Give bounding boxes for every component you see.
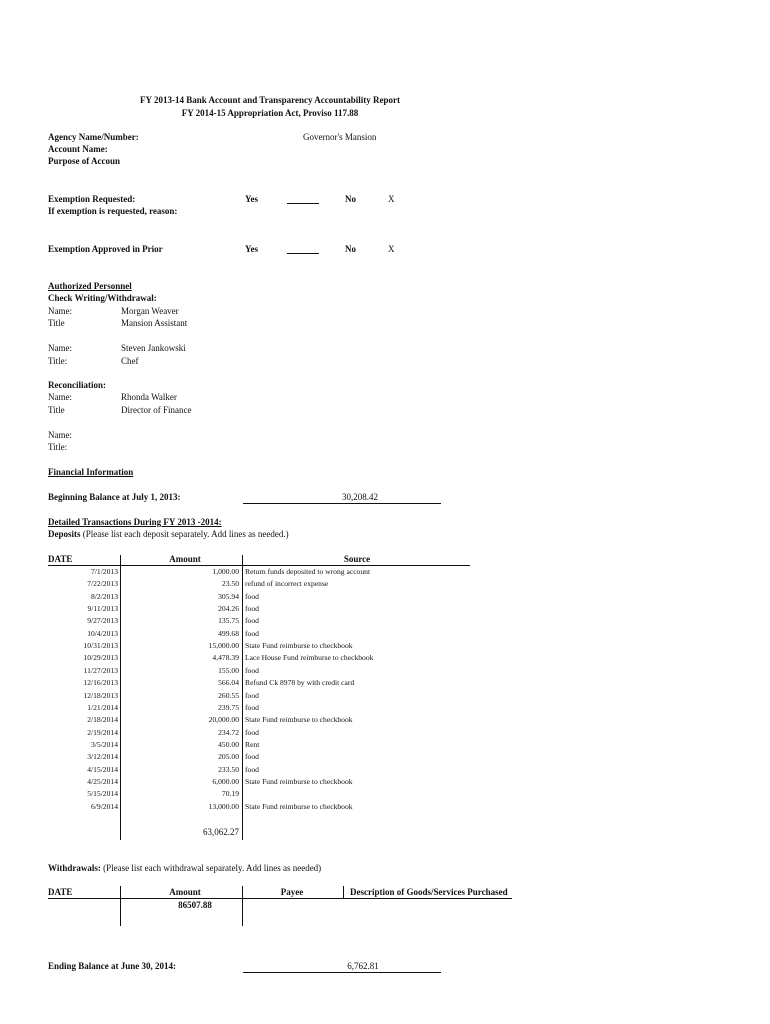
r1-name: Rhonda Walker: [121, 392, 177, 402]
withdrawals-col-payee: Payee: [280, 887, 304, 897]
deposit-amount: 1,000.00: [212, 567, 239, 576]
deposits-header-rule: [48, 565, 470, 566]
withdrawals-label: Withdrawals:: [48, 863, 101, 873]
authorized-personnel-heading: Authorized Personnel: [48, 281, 132, 291]
deposit-date: 7/22/2013: [87, 579, 118, 589]
deposit-date: 12/18/2013: [83, 690, 118, 700]
deposit-date: 4/15/2014: [87, 764, 118, 774]
deposit-amount: 204.26: [218, 604, 239, 614]
exemption-prior-yes: Yes: [245, 244, 258, 254]
beginning-balance-value: 30,208.42: [342, 492, 378, 502]
deposit-source: food: [245, 604, 259, 614]
deposit-amount: 305.94: [218, 591, 239, 601]
withdrawals-col-date: DATE: [48, 887, 73, 897]
deposit-date: 4/25/2014: [87, 776, 118, 786]
deposit-source: food: [245, 764, 259, 774]
deposit-date: 3/5/2014: [90, 739, 118, 749]
deposit-date: 5/15/2014: [87, 789, 118, 799]
deposit-amount: 23.50: [221, 579, 239, 589]
r1-title: Director of Finance: [121, 405, 192, 415]
r1-name-label: Name:: [48, 392, 72, 402]
withdrawals-col-amount: Amount: [169, 887, 201, 897]
deposit-date: 6/9/2014: [90, 801, 118, 811]
beginning-balance-underline: [243, 503, 441, 504]
p1-title-label: Title: [48, 318, 65, 328]
deposit-amount: 450.00: [218, 739, 239, 749]
exemption-prior-yes-blank: [287, 253, 319, 254]
deposit-date: 1/21/2014: [87, 702, 118, 712]
reconciliation-heading: Reconciliation:: [48, 380, 106, 390]
deposits-note: (Please list each deposit separately. Add lines as needed.): [80, 529, 289, 539]
p1-name: Morgan Weaver: [121, 306, 179, 316]
deposit-source: food: [245, 690, 259, 700]
deposit-source: Rent: [245, 739, 260, 749]
deposit-date: 9/27/2013: [87, 616, 118, 626]
deposits-col-date: DATE: [48, 554, 73, 564]
deposit-date: 2/19/2014: [87, 727, 118, 737]
p2-name-label: Name:: [48, 343, 72, 353]
deposit-amount: 239.75: [218, 702, 239, 712]
exemption-requested-no-mark: X: [388, 194, 395, 204]
deposit-source: food: [245, 752, 259, 762]
deposit-source: food: [245, 727, 259, 737]
deposit-date: 10/4/2013: [87, 628, 118, 638]
withdrawals-divider-1: [120, 886, 121, 926]
deposit-amount: 499.68: [218, 628, 239, 638]
deposit-date: 2/18/2014: [87, 715, 118, 725]
r2-title-label: Title:: [48, 442, 68, 452]
deposits-line: [48, 530, 289, 539]
exemption-requested-label: Exemption Requested:: [48, 194, 136, 204]
exemption-prior-label: Exemption Approved in Prior: [48, 245, 163, 254]
agency-name-label: Agency Name/Number:: [48, 132, 139, 142]
deposit-source: food: [245, 628, 259, 638]
withdrawals-divider-2: [242, 886, 243, 926]
deposit-source: State Fund reimburse to checkbook: [245, 801, 353, 811]
ending-balance-label: Ending Balance at June 30, 2014:: [48, 961, 177, 971]
exemption-reason-label: If exemption is requested, reason:: [48, 206, 178, 216]
deposit-source: Lace House Fund reimburse to checkbook: [245, 653, 374, 663]
withdrawals-divider-3: [343, 886, 344, 898]
deposit-source: State Fund reimburse to checkbook: [245, 776, 353, 786]
deposits-divider-1: [120, 555, 121, 840]
check-writing-heading: Check Writing/Withdrawal:: [48, 293, 157, 303]
withdrawals-line: [48, 864, 321, 873]
p2-name: Steven Jankowski: [121, 343, 186, 353]
deposit-amount: 260.55: [218, 690, 239, 700]
deposits-col-source: Source: [343, 554, 371, 564]
deposit-date: 11/27/2013: [83, 665, 118, 675]
withdrawals-header-rule: [48, 898, 512, 899]
ending-balance-value: 6,762.81: [347, 961, 379, 971]
exemption-requested-yes-blank: [287, 203, 319, 204]
p2-title-label: Title:: [48, 356, 68, 366]
agency-name-value: Governor's Mansion: [303, 132, 377, 142]
ending-balance-underline: [243, 972, 441, 973]
deposit-source: Refund Ck 8978 by with credit card: [245, 678, 355, 688]
deposit-date: 9/11/2013: [87, 604, 118, 614]
deposit-source: food: [245, 591, 259, 601]
p2-title: Chef: [121, 356, 139, 366]
deposit-amount: 155.00: [218, 665, 239, 675]
deposit-amount: 13,000.00: [208, 801, 239, 811]
deposits-label: Deposits: [48, 529, 81, 539]
deposit-source: Return funds deposited to wrong account: [245, 567, 371, 576]
purpose-label: Purpose of Accoun: [48, 156, 120, 166]
report-title: FY 2013-14 Bank Account and Transparency Accountability Report: [140, 95, 400, 105]
exemption-prior-no-mark: X: [388, 244, 395, 254]
detailed-transactions-heading: Detailed Transactions During FY 2013 -2014:: [48, 517, 222, 527]
deposit-date: 8/2/2013: [90, 591, 118, 601]
deposit-source: food: [245, 665, 259, 675]
p1-title: Mansion Assistant: [121, 318, 188, 328]
deposit-date: 7/1/2013: [90, 567, 118, 576]
account-name-label: Account Name:: [48, 144, 108, 154]
exemption-requested-no: No: [345, 194, 356, 204]
financial-info-heading: Financial Information: [48, 467, 134, 477]
withdrawals-amount-total: 86507.88: [178, 900, 212, 910]
deposit-amount: 4,478.39: [212, 653, 239, 663]
deposits-divider-2: [242, 555, 243, 840]
p1-name-label: Name:: [48, 306, 72, 316]
deposit-amount: 6,000.00: [212, 776, 239, 786]
deposit-date: 12/16/2013: [83, 678, 118, 688]
exemption-prior-no: No: [345, 244, 356, 254]
deposit-source: State Fund reimburse to checkbook: [245, 641, 353, 651]
deposit-amount: 234.72: [218, 727, 239, 737]
deposit-date: 10/29/2013: [83, 653, 118, 663]
r2-name-label: Name:: [48, 430, 72, 440]
deposit-date: 3/12/2014: [87, 752, 118, 762]
deposit-source: refund of incorrect expense: [245, 579, 329, 589]
deposit-amount: 20,000.00: [208, 715, 239, 725]
deposit-source: food: [245, 702, 259, 712]
beginning-balance-label: Beginning Balance at July 1, 2013:: [48, 492, 181, 502]
deposit-date: 10/31/2013: [83, 641, 118, 651]
deposit-amount: 70.19: [221, 789, 239, 799]
deposits-total: 63,062.27: [203, 827, 239, 837]
deposit-source: food: [245, 616, 259, 626]
deposits-col-amount: Amount: [169, 554, 201, 564]
deposit-amount: 135.75: [218, 616, 239, 626]
withdrawals-note: (Please list each withdrawal separately. Add lines as needed): [100, 863, 322, 873]
deposit-amount: 566.04: [218, 678, 239, 688]
report-subtitle: FY 2014-15 Appropriation Act, Proviso 117.88: [181, 108, 359, 118]
exemption-requested-yes: Yes: [245, 194, 258, 204]
deposit-amount: 15,000.00: [208, 641, 239, 651]
withdrawals-col-desc: Description of Goods/Services Purchased: [350, 887, 508, 897]
deposit-amount: 233.50: [218, 764, 239, 774]
deposit-source: State Fund reimburse to checkbook: [245, 715, 353, 725]
r1-title-label: Title: [48, 405, 65, 415]
deposit-amount: 205.00: [218, 752, 239, 762]
